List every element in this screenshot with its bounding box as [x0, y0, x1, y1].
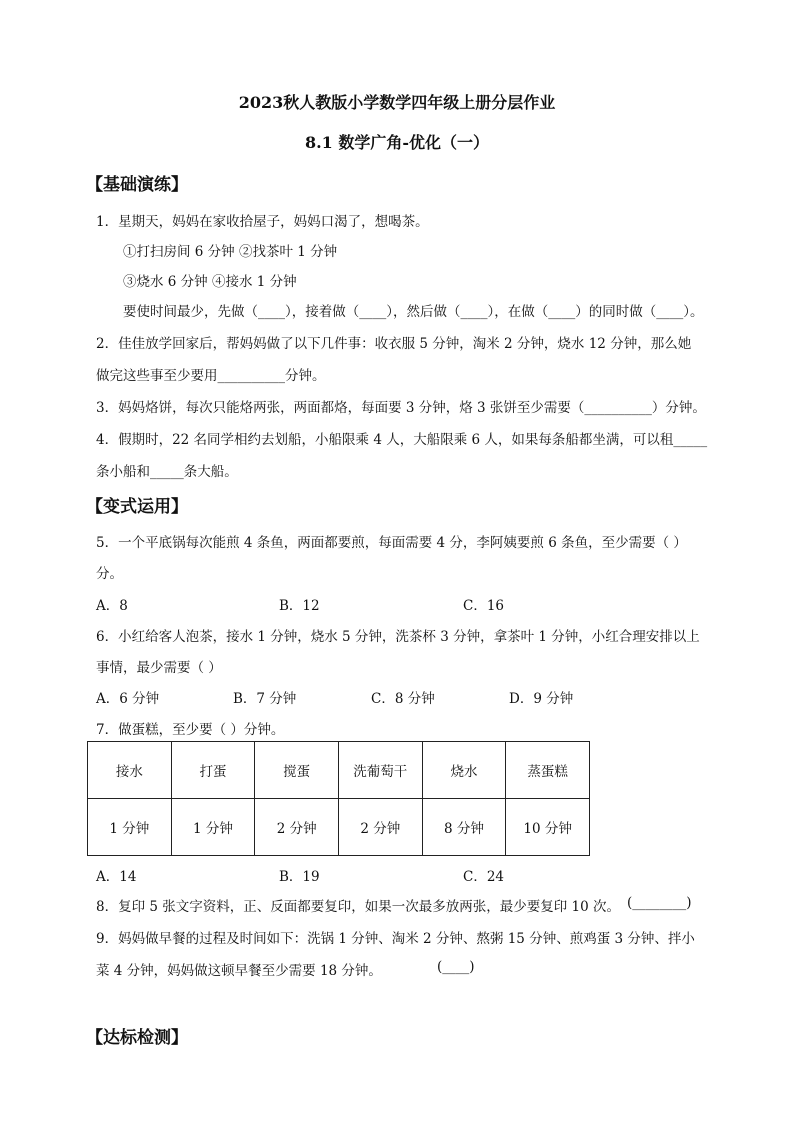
table-cell-task: 接水 — [88, 742, 172, 799]
q9-line2: 菜 4 分钟，妈妈做这顿早餐至少需要 18 分钟。 — [96, 963, 382, 979]
q6-option-a: A．6 分钟 — [96, 691, 160, 707]
q8-text: 8．复印 5 张文字资料，正、反面都要复印，如果一次最多放两张，最少要复印 10 次。 — [96, 899, 621, 915]
section-variant-heading: 【变式运用】 — [86, 497, 188, 517]
q7-stem: 7．做蛋糕，至少要（ ）分钟。 — [96, 722, 285, 738]
q3-line1: 3．妈妈烙饼，每次只能烙两张，两面都烙，每面要 3 分钟，烙 3 张饼至少需要（__________）分钟。 — [96, 400, 706, 416]
table-row — [88, 799, 590, 856]
table-cell-duration: 10 分钟 — [506, 799, 590, 856]
q5-option-b: B．12 — [279, 598, 320, 614]
document-title: 2023秋人教版小学数学四年级上册分层作业 — [238, 93, 556, 112]
q1-fill-in: 要使时间最少，先做（____），接着做（____），然后做（____），在做（____）的同时做（____）。 — [123, 304, 704, 320]
table-cell-task: 烧水 — [422, 742, 506, 799]
q6-line1: 6．小红给客人泡茶，接水 1 分钟，烧水 5 分钟，洗茶杯 3 分钟，拿茶叶 1 分钟，小红合理安排以上 — [96, 629, 700, 645]
q4-line1: 4．假期时，22 名同学相约去划船，小船限乘 4 人，大船限乘 6 人，如果每条船都坐满，可以租_____ — [96, 432, 708, 448]
table-cell-duration: 1 分钟 — [171, 799, 255, 856]
q6-option-c: C．8 分钟 — [371, 691, 435, 707]
table-cell-duration: 2 分钟 — [338, 799, 422, 856]
q2-line1: 2．佳佳放学回家后，帮妈妈做了以下几件事：收衣服 5 分钟，淘米 2 分钟，烧水 12 分钟，那么她 — [96, 336, 692, 352]
q9-line1: 9．妈妈做早餐的过程及时间如下：洗锅 1 分钟、淘米 2 分钟、熬粥 15 分钟、煎鸡蛋 3 分钟、拌小 — [96, 931, 695, 947]
table-cell-task: 打蛋 — [171, 742, 255, 799]
q7-option-b: B．19 — [279, 869, 320, 885]
q6-line2: 事情，最少需要（ ） — [96, 660, 222, 676]
q6-option-b: B．7 分钟 — [233, 691, 297, 707]
q6-option-d: D．9 分钟 — [509, 691, 574, 707]
document-subtitle: 8.1 数学广角-优化（一） — [304, 133, 490, 152]
q5-line2: 分。 — [96, 566, 123, 582]
table-cell-duration: 1 分钟 — [88, 799, 172, 856]
q7-option-a: A．14 — [96, 869, 137, 885]
q5-option-a: A．8 — [96, 598, 128, 614]
section-standard-heading: 【达标检测】 — [86, 1028, 188, 1048]
q9-answer-blank: (____) — [437, 959, 475, 975]
q2-line2: 做完这些事至少要用__________分钟。 — [96, 368, 326, 384]
q5-line1: 5．一个平底锅每次能煎 4 条鱼，两面都要煎，每面需要 4 分，李阿姨要煎 6 条鱼，至少需要（ ） — [96, 535, 687, 551]
q1-options-row2: ③烧水 6 分钟 ④接水 1 分钟 — [123, 274, 297, 290]
q1-options-row1: ①打扫房间 6 分钟 ②找茶叶 1 分钟 — [123, 244, 338, 260]
table-cell-task: 蒸蛋糕 — [506, 742, 590, 799]
q1-stem: 1．星期天，妈妈在家收拾屋子，妈妈口渴了，想喝茶。 — [96, 214, 429, 230]
table-cell-task: 搅蛋 — [255, 742, 339, 799]
table-cell-duration: 8 分钟 — [422, 799, 506, 856]
table-cell-duration: 2 分钟 — [255, 799, 339, 856]
q5-option-c: C．16 — [463, 598, 505, 614]
table-row — [88, 742, 590, 799]
q4-line2: 条小船和_____条大船。 — [96, 464, 238, 480]
q7-steps-table — [87, 741, 590, 856]
table-cell-task: 洗葡萄干 — [338, 742, 422, 799]
q7-option-c: C．24 — [463, 869, 505, 885]
section-basic-heading: 【基础演练】 — [86, 175, 188, 195]
q8-answer-blank: (________) — [627, 895, 692, 911]
